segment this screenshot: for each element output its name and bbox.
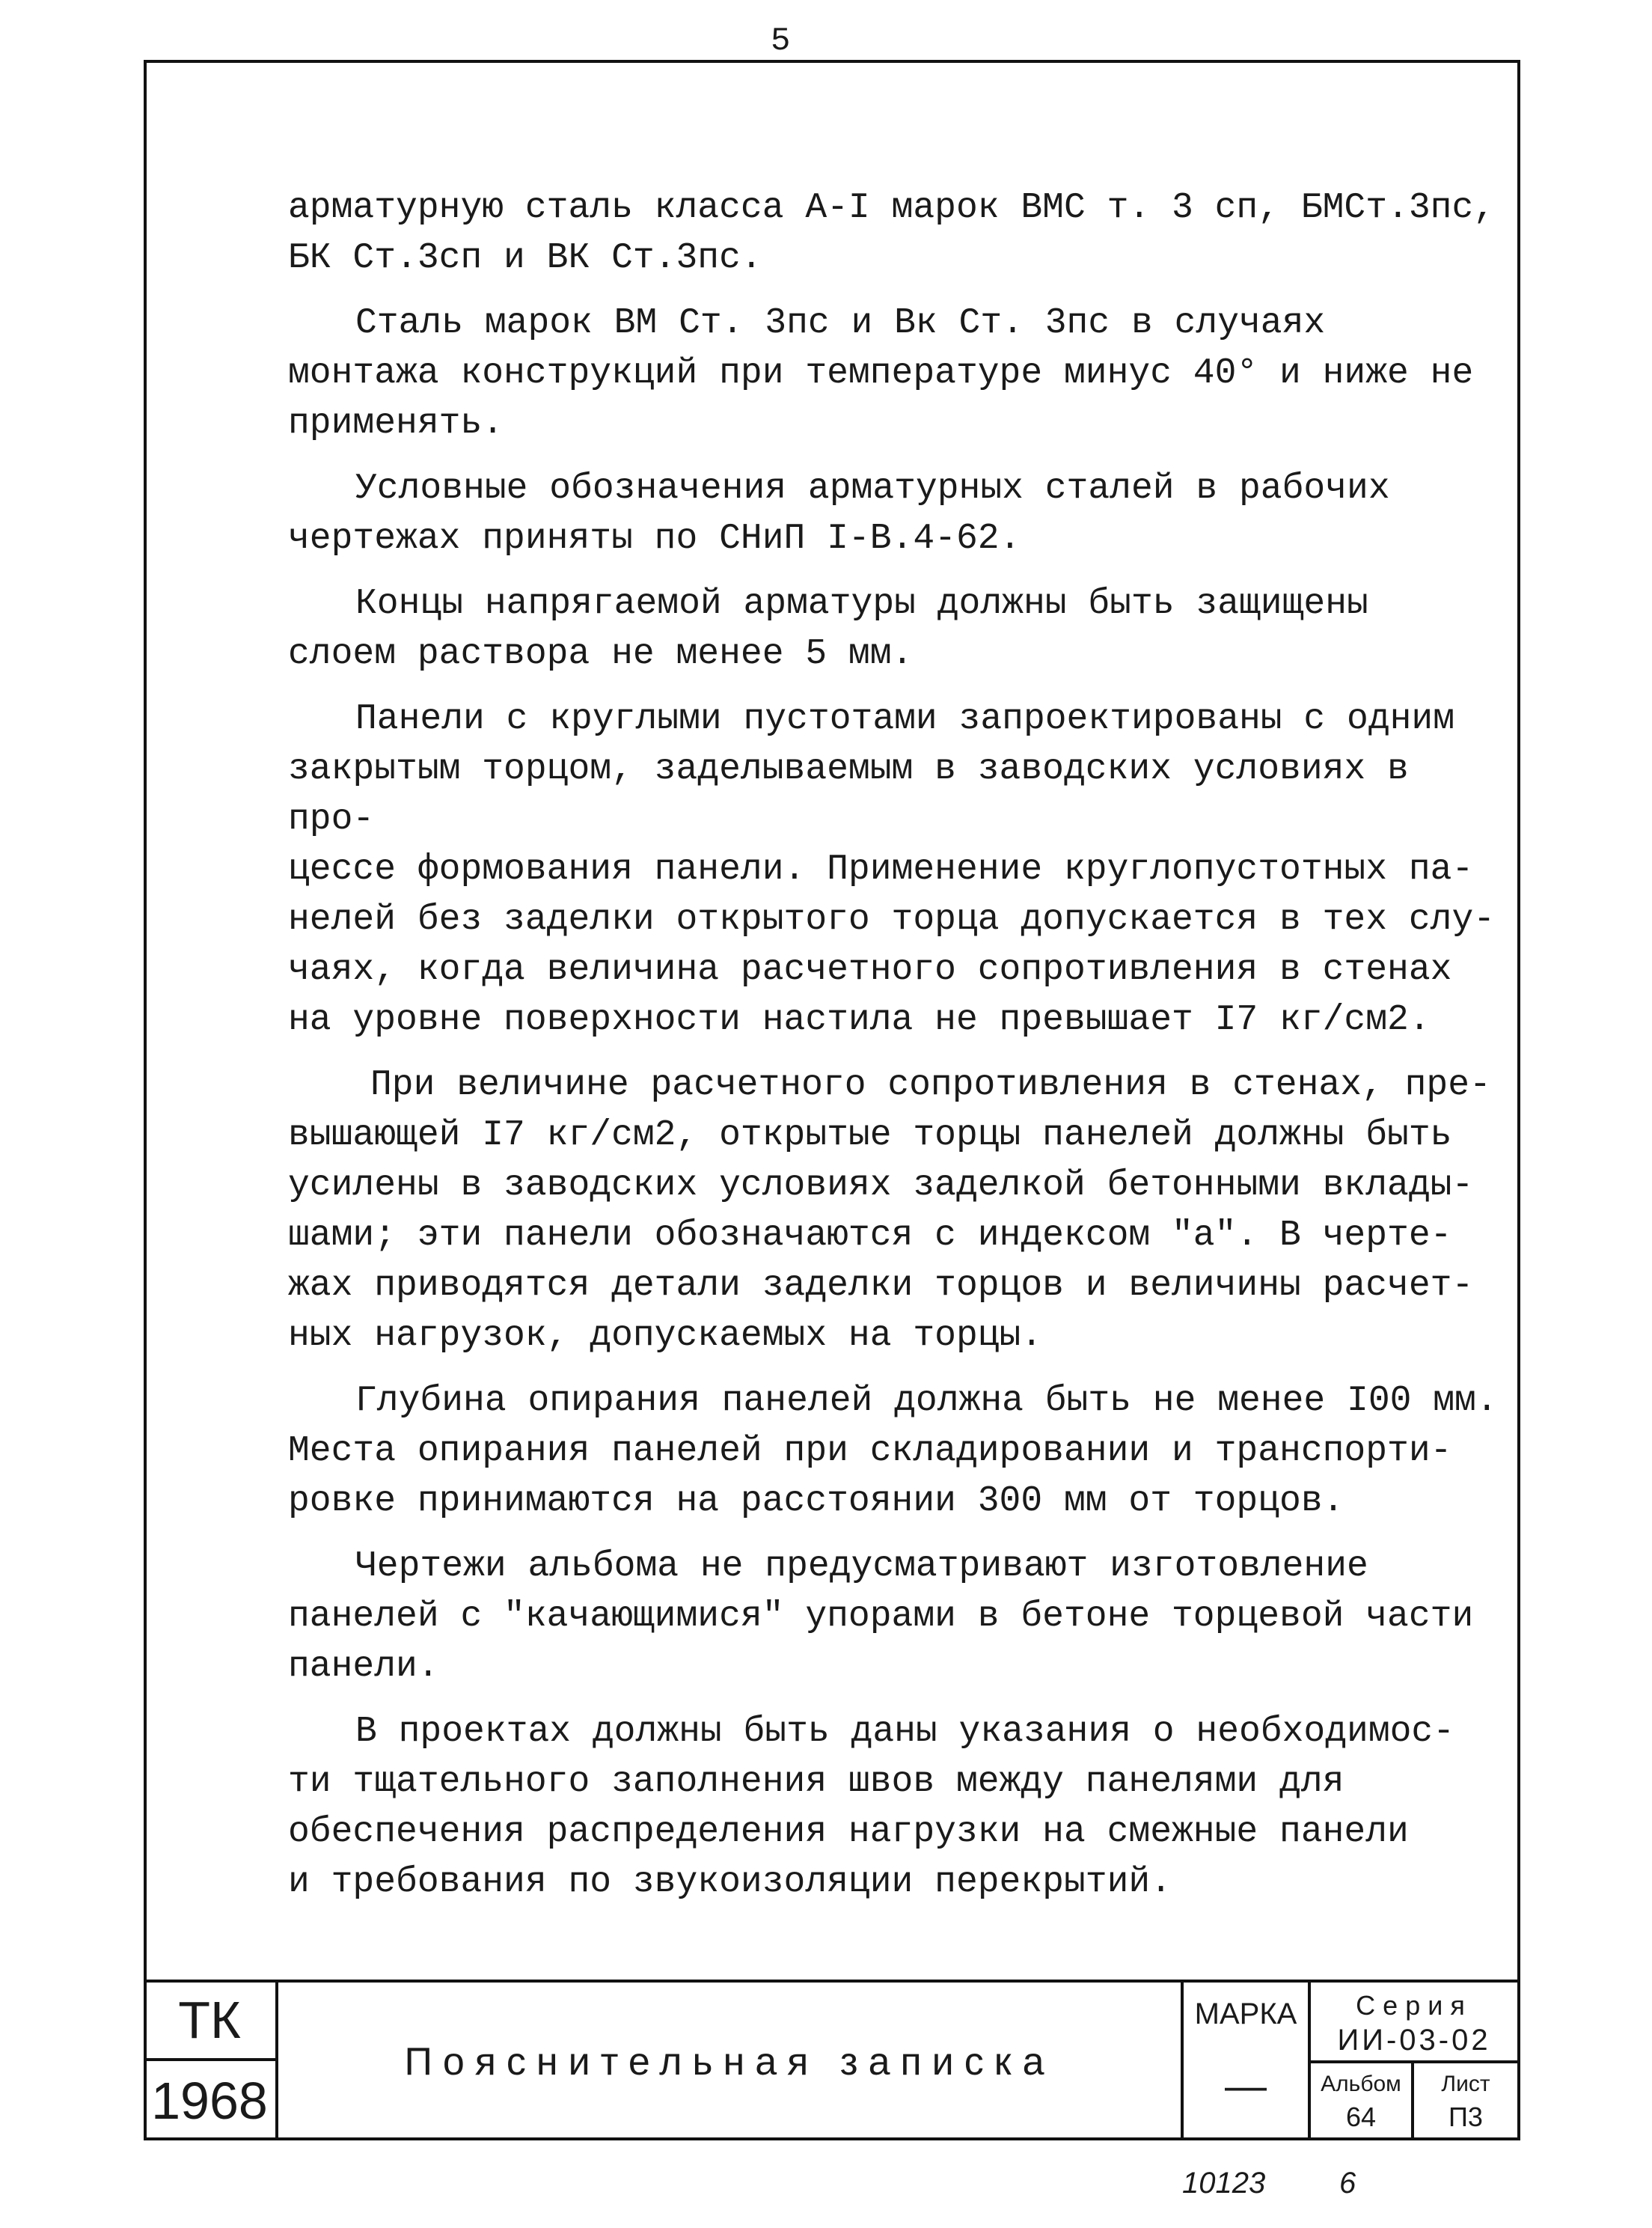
document-title: Пояснительная записка [278,1983,1184,2140]
sheet-label: Лист [1441,2072,1490,2096]
year: 1968 [151,2072,268,2130]
series-box [1311,1983,1517,2063]
album-box [1311,2063,1414,2140]
series-label: Серия [1356,1990,1472,2021]
paragraph-1: арматурную сталь класса А-I марок ВМС т. 3 сп, БМСт.3пс, БК Ст.3сп и ВК Ст.3пс. [288,188,1496,278]
paragraph-7: Глубина опирания панелей должна быть не менее I00 мм. Места опирания панелей при складировании и транспорти- ровке принимаются на расстоянии 300 мм от торцов. [288,1381,1498,1522]
album-value: 64 [1345,2102,1377,2132]
sheet-box [1414,2063,1517,2140]
org-code: ТК [144,1983,275,2061]
paragraph-9: В проектах должны быть даны указания о необходимос- ти тщательного заполнения швов между панелями для обеспечения распределения нагрузки на смежные панели и требования по звукоизоляции перекрытий. [288,1712,1455,1902]
marka-cell [1184,1983,1311,2140]
paragraph-6: При величине расчетного сопротивления в стенах, пре- вышающей I7 кг/см2, открытые торцы панелей должны быть усилены в заводских условиях заделкой бетонными вклады- шами; эти панели обозначаются с индексом "а". В черте- жах приводятся детали заделки торцов и величины расчет- ных нагрузок, допускаемых на торцы. [288,1065,1491,1356]
series-value: ИИ-03-02 [1337,2024,1491,2057]
sheet-value: П3 [1448,2102,1483,2132]
paragraph-4: Концы напрягаемой арматуры должны быть защищены слоем раствора не менее 5 мм. [288,584,1368,674]
archive-number: 10123 [1182,2167,1266,2200]
title-block [144,1980,1520,2140]
body-text [288,183,1500,1923]
paragraph-2: Сталь марок ВМ Ст. 3пс и Вк Ст. 3пс в случаях монтажа конструкций при температуре минус 40° и ниже не применять. [288,303,1474,444]
paragraph-8: Чертежи альбома не предусматривают изготовление панелей с "качающимися" упорами в бетоне торцевой части панели. [288,1546,1474,1687]
marka-value: — [1225,2062,1267,2109]
paragraph-3: Условные обозначения арматурных сталей в рабочих чертежах приняты по СНиП I-В.4-62. [288,469,1390,559]
series-cell [1311,1983,1517,2140]
page-number: 5 [771,22,791,60]
title-block-org-cell [144,1983,278,2140]
sheet-number: 6 [1339,2167,1356,2200]
album-label: Альбом [1321,2072,1401,2096]
paragraph-5: Панели с круглыми пустотами запроектированы с одним закрытым торцом, заделываемым в заводских условиях в про- цессе формования панели. Применение круглопустотных па- нелей без заделки открытого торца допускается в тех слу- чаях, когда величина расчетного сопротивления в стенах на уровне поверхности настила не превышает I7 кг/см2. [288,699,1496,1040]
marka-label: МАРКА [1194,1997,1297,2030]
